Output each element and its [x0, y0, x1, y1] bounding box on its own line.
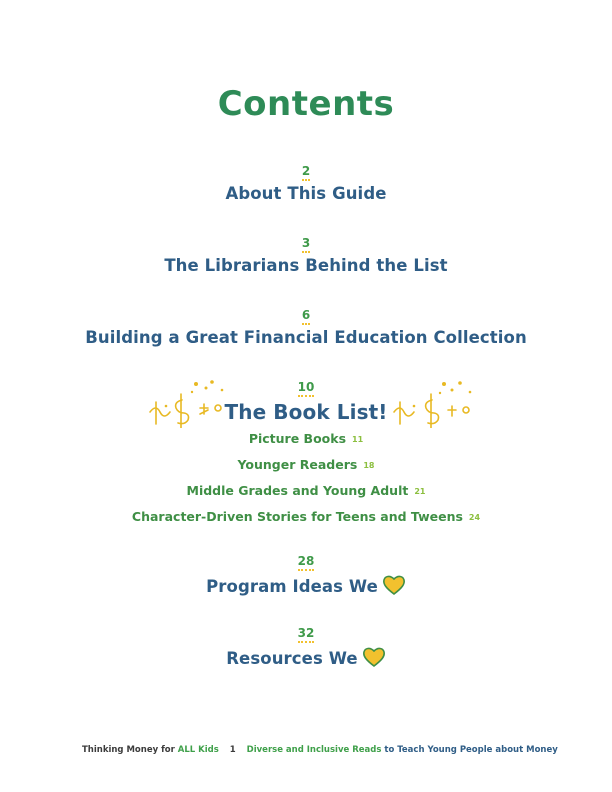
- money-doodle-icon: [142, 378, 232, 428]
- subentry-page: 18: [363, 461, 375, 470]
- footer-tagline-1: Diverse and Inclusive Reads: [246, 745, 382, 755]
- heart-icon: [382, 574, 406, 596]
- subentry-title: Younger Readers: [237, 457, 358, 472]
- footer-brand: Thinking Money for: [82, 745, 175, 755]
- toc-entry-resources[interactable]: [0, 622, 612, 668]
- entry-title: Building a Great Financial Education Collection: [85, 328, 527, 347]
- toc-subentry-younger-readers[interactable]: [0, 457, 612, 472]
- heart-icon: [362, 646, 386, 668]
- subentry-page: 11: [352, 435, 364, 444]
- footer-tagline-2: to Teach Young People about Money: [384, 745, 558, 755]
- entry-title: The Book List!: [224, 400, 388, 424]
- subentry-page: 24: [468, 513, 481, 522]
- toc-entry-librarians[interactable]: [0, 232, 612, 275]
- page-number: 10: [298, 380, 315, 397]
- toc-entry-building[interactable]: [0, 304, 612, 347]
- page-title: Contents: [217, 84, 395, 124]
- page-number: 3: [302, 236, 310, 253]
- page-number: 28: [298, 554, 315, 571]
- entry-title: Resources We: [226, 649, 358, 668]
- money-doodle-icon: [388, 378, 478, 428]
- entry-title: About This Guide: [225, 184, 387, 203]
- entry-title: The Librarians Behind the List: [164, 256, 448, 275]
- page-number: 2: [302, 164, 310, 181]
- page-number: 32: [298, 626, 315, 643]
- toc-subentry-picture-books[interactable]: [0, 431, 612, 446]
- toc-subentry-character-driven[interactable]: [0, 509, 612, 524]
- entry-title-row: [0, 574, 612, 596]
- subentry-title: Middle Grades and Young Adult: [186, 483, 409, 498]
- subentry-page: 21: [414, 487, 426, 496]
- footer-page-number: 1: [229, 745, 236, 755]
- toc-entry-program-ideas[interactable]: [0, 550, 612, 596]
- toc-entry-about[interactable]: [0, 160, 612, 203]
- page-number: 6: [302, 308, 310, 325]
- page-footer: [82, 745, 558, 755]
- toc-subentry-middle-grades[interactable]: [0, 483, 612, 498]
- subentry-title: Character-Driven Stories for Teens and Tweens: [131, 509, 463, 524]
- subentry-title: Picture Books: [248, 431, 347, 446]
- entry-title-row: [0, 646, 612, 668]
- entry-title: Program Ideas We: [206, 577, 378, 596]
- footer-brand-highlight: ALL Kids: [177, 745, 219, 755]
- toc-entry-book-list[interactable]: [0, 376, 612, 424]
